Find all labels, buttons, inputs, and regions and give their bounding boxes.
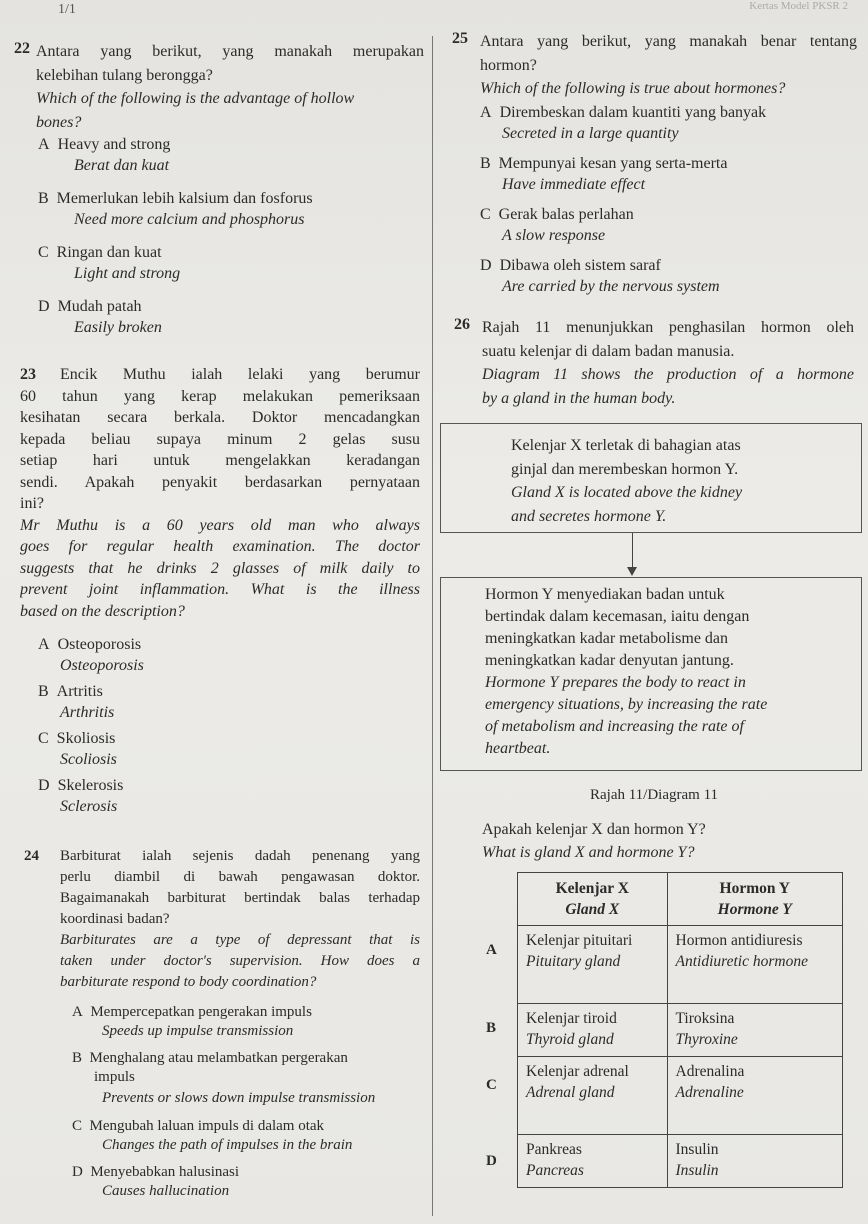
option-c[interactable]: [38, 730, 418, 777]
stem-line-en: Diagram 11 shows the production of a hormone: [482, 366, 854, 383]
option-text: Mudah patah: [57, 298, 142, 315]
table-row: [518, 1004, 843, 1057]
question-25: [452, 30, 857, 101]
option-c-label[interactable]: C: [486, 1077, 497, 1093]
gland-ms: Pankreas: [526, 1141, 582, 1158]
stem-line: Antara yang berikut, yang manakah benar tentang: [480, 33, 857, 50]
stem-line-en: taken under doctor's supervision. How does a: [60, 953, 420, 969]
table-cell: [518, 926, 668, 1004]
option-a[interactable]: [72, 1004, 422, 1050]
option-letter: C: [38, 244, 49, 261]
question-24: [24, 846, 420, 993]
stem-line: ini?: [20, 495, 44, 512]
option-text-en: Arthritis: [60, 704, 115, 721]
question-22: [14, 40, 424, 134]
option-text: Artritis: [56, 683, 103, 700]
box-line: emergency situations, by increasing the rate: [485, 696, 768, 713]
option-text-en: Osteoporosis: [60, 657, 144, 674]
stem-line: kesihatan secara berkala. Doktor mencadangkan: [20, 409, 420, 426]
table-cell: [667, 1135, 843, 1188]
stem-line-en: barbiturate respond to body coordination?: [60, 974, 317, 990]
hormone-ms: Insulin: [675, 1141, 719, 1158]
stem-line-en: suggests that he drinks 2 glasses of milk daily to: [20, 559, 420, 577]
answer-table: [517, 872, 843, 1188]
box-line: Hormone Y prepares the body to react in: [485, 674, 746, 691]
stem-line-en: Mr Muthu is a 60 years old man who always: [20, 516, 420, 534]
option-text: Memerlukan lebih kalsium dan fosforus: [56, 190, 313, 207]
gland-en: Thyroid gland: [526, 1031, 614, 1048]
option-letter: B: [38, 683, 49, 700]
option-letter: A: [480, 104, 492, 121]
option-d-label[interactable]: D: [486, 1153, 497, 1169]
option-text-en: Easily broken: [74, 319, 162, 336]
table-cell: [518, 1135, 668, 1188]
option-d[interactable]: [38, 298, 418, 352]
header-cell: [518, 873, 668, 926]
question-en: What is gland X and hormone Y?: [482, 844, 695, 861]
option-letter: C: [480, 206, 491, 223]
table-header: [518, 873, 843, 926]
option-text: Skelerosis: [57, 777, 124, 794]
diagram-box-gland: [440, 423, 862, 533]
option-text: Skoliosis: [56, 730, 116, 747]
diagram-box-hormone: [440, 577, 862, 771]
option-c[interactable]: [38, 244, 418, 298]
question-23: [20, 364, 420, 622]
stem-line-en: bones?: [36, 113, 82, 131]
box-line: Kelenjar X terletak di bahagian atas: [511, 437, 741, 454]
table-row: [518, 1057, 843, 1135]
option-letter: B: [38, 190, 49, 207]
stem-line-en: prevent joint inflammation. What is the illness: [20, 581, 420, 598]
box-line: Hormon Y menyediakan badan untuk: [485, 586, 725, 603]
option-letter: A: [38, 136, 50, 153]
header-cell: [667, 873, 843, 926]
option-letter: A: [72, 1004, 83, 1020]
option-a[interactable]: [480, 104, 860, 155]
stem-line-en: Which of the following is the advantage of hollow: [36, 90, 355, 107]
question-number: 23: [20, 366, 36, 383]
option-text: Mempunyai kesan yang serta-merta: [498, 155, 728, 172]
hormone-ms: Hormon antidiuresis: [675, 932, 803, 949]
option-text: Mengubah laluan impuls di dalam otak: [89, 1118, 325, 1134]
option-c[interactable]: [480, 206, 860, 257]
box-line: heartbeat.: [485, 740, 551, 757]
option-b-label[interactable]: B: [486, 1020, 497, 1036]
gland-en: Pituitary gland: [526, 953, 621, 970]
table-cell: [667, 1057, 843, 1135]
table-cell: [518, 1004, 668, 1057]
option-text: impuls: [94, 1069, 135, 1085]
stem-line-en: goes for regular health examination. The doctor: [20, 538, 420, 555]
option-text: Gerak balas perlahan: [498, 206, 634, 223]
box-line: bertindak dalam kecemasan, iaitu dengan: [485, 608, 750, 625]
option-text: Ringan dan kuat: [56, 244, 162, 261]
option-text: Menyebabkan halusinasi: [90, 1164, 240, 1180]
option-letter: A: [38, 636, 50, 653]
option-text-en: Speeds up impulse transmission: [102, 1023, 294, 1039]
table-cell: [667, 1004, 843, 1057]
stem-line: Encik Muthu ialah lelaki yang berumur: [60, 366, 420, 383]
stem-line: Barbiturat ialah sejenis dadah penenang yang: [60, 848, 420, 864]
option-text: Dirembeskan dalam kuantiti yang banyak: [499, 104, 767, 121]
option-b[interactable]: [480, 155, 860, 206]
question-number: 24: [24, 848, 39, 864]
stem-line: hormon?: [480, 56, 537, 74]
stem-line: setiap hari untuk mengelakkan keradangan: [20, 452, 420, 469]
option-d[interactable]: [480, 257, 860, 308]
gland-ms: Kelenjar adrenal: [526, 1063, 629, 1080]
option-letter: B: [480, 155, 491, 172]
option-text: Heavy and strong: [57, 136, 171, 153]
header-hormone-en: Hormone Y: [717, 901, 792, 918]
page-number: 1/1: [58, 2, 76, 17]
option-a[interactable]: [38, 136, 418, 190]
table-cell: [667, 926, 843, 1004]
option-b[interactable]: [38, 190, 418, 244]
box-line: meningkatkan kadar denyutan jantung.: [485, 652, 734, 669]
option-a-label[interactable]: A: [486, 942, 497, 958]
option-text-en: Secreted in a large quantity: [502, 125, 679, 142]
gland-ms: Kelenjar pituitari: [526, 932, 633, 949]
option-letter: C: [72, 1118, 83, 1134]
box-line: meningkatkan kadar metabolisme dan: [485, 630, 729, 647]
stem-line: Bagaimanakah barbiturat bertindak balas terhadap: [60, 890, 420, 906]
stem-line: koordinasi badan?: [60, 911, 170, 927]
question-26: [454, 316, 854, 410]
table-row: [518, 926, 843, 1004]
option-d[interactable]: [38, 777, 418, 824]
stem-line: kelebihan tulang berongga?: [36, 66, 213, 84]
box-line: ginjal dan merembeskan hormon Y.: [511, 460, 739, 478]
table-cell: [518, 1057, 668, 1135]
stem-line: kepada beliau supaya minum 2 gelas susu: [20, 430, 420, 448]
option-text-en: Have immediate effect: [502, 176, 646, 193]
option-text-en: Sclerosis: [60, 798, 118, 815]
hormone-en: Thyroxine: [675, 1031, 738, 1048]
box-line: of metabolism and increasing the rate of: [485, 718, 744, 735]
option-text: Menghalang atau melambatkan pergerakan: [89, 1050, 348, 1066]
column-divider: [432, 36, 433, 1216]
option-letter: B: [72, 1050, 83, 1066]
hormone-en: Insulin: [675, 1162, 719, 1179]
header-gland-en: Gland X: [565, 901, 620, 918]
option-letter: C: [38, 730, 49, 747]
q23-options: [38, 636, 418, 824]
option-text-en: Scoliosis: [60, 751, 117, 768]
stem-line: Rajah 11 menunjukkan penghasilan hormon oleh: [482, 319, 854, 336]
header-hormone: Hormon Y: [719, 880, 790, 897]
gland-ms: Kelenjar tiroid: [526, 1010, 617, 1027]
option-text: Mempercepatkan pengerakan impuls: [90, 1004, 312, 1020]
stem-line: perlu diambil di bawah pengawasan doktor.: [60, 869, 420, 885]
option-text-en: Are carried by the nervous system: [502, 278, 720, 295]
q25-options: [480, 104, 860, 308]
hormone-en: Antidiuretic hormone: [675, 953, 808, 970]
option-text-en: Prevents or slows down impulse transmission: [102, 1090, 376, 1106]
hormone-ms: Adrenalina: [675, 1063, 745, 1080]
q22-options: [38, 136, 418, 352]
hormone-ms: Tiroksina: [675, 1010, 735, 1027]
option-letter: D: [38, 298, 50, 315]
gland-en: Adrenal gland: [526, 1084, 615, 1101]
paper-title: Kertas Model PKSR 2: [749, 0, 848, 12]
stem-line-en: by a gland in the human body.: [482, 389, 676, 407]
diagram-caption: Rajah 11/Diagram 11: [590, 787, 719, 803]
box-line: Gland X is located above the kidney: [511, 484, 743, 501]
option-text-en: Berat dan kuat: [74, 157, 170, 174]
question-text: [482, 818, 706, 864]
option-text: Dibawa oleh sistem saraf: [499, 257, 661, 274]
stem-line-en: Which of the following is true about hormones?: [480, 80, 786, 97]
option-text-en: Light and strong: [74, 265, 181, 282]
question-ms: Apakah kelenjar X dan hormon Y?: [482, 821, 706, 838]
option-text-en: Causes hallucination: [102, 1183, 230, 1199]
box-line: and secretes hormone Y.: [511, 507, 667, 525]
header-gland: Kelenjar X: [555, 880, 629, 897]
q24-options: [72, 1004, 422, 1210]
option-letter: D: [480, 257, 492, 274]
question-number: 25: [452, 30, 468, 47]
stem-line: Antara yang berikut, yang manakah merupakan: [36, 43, 424, 60]
stem-line: 60 tahun yang kerap melakukan pemeriksaan: [20, 387, 420, 405]
stem-line-en: based on the description?: [20, 602, 185, 620]
option-text-en: Need more calcium and phosphorus: [74, 211, 305, 228]
gland-en: Pancreas: [526, 1162, 584, 1179]
option-b[interactable]: [72, 1050, 422, 1118]
question-number: 26: [454, 316, 470, 333]
option-text-en: A slow response: [502, 227, 606, 244]
question-number: 22: [14, 40, 30, 57]
option-d[interactable]: [72, 1164, 422, 1210]
option-b[interactable]: [38, 683, 418, 730]
hormone-en: Adrenaline: [675, 1084, 744, 1101]
table-row: [518, 1135, 843, 1188]
option-text-en: Changes the path of impulses in the brain: [102, 1137, 353, 1153]
arrow-down-icon: [632, 533, 633, 571]
option-letter: D: [72, 1164, 83, 1180]
option-a[interactable]: [38, 636, 418, 683]
option-c[interactable]: [72, 1118, 422, 1164]
stem-line: sendi. Apakah penyakit berdasarkan pernyataan: [20, 473, 420, 491]
arrow-head-icon: [627, 567, 637, 576]
stem-line: suatu kelenjar di dalam badan manusia.: [482, 342, 735, 360]
stem-line-en: Barbiturates are a type of depressant that is: [60, 932, 420, 948]
option-text: Osteoporosis: [57, 636, 142, 653]
option-letter: D: [38, 777, 50, 794]
